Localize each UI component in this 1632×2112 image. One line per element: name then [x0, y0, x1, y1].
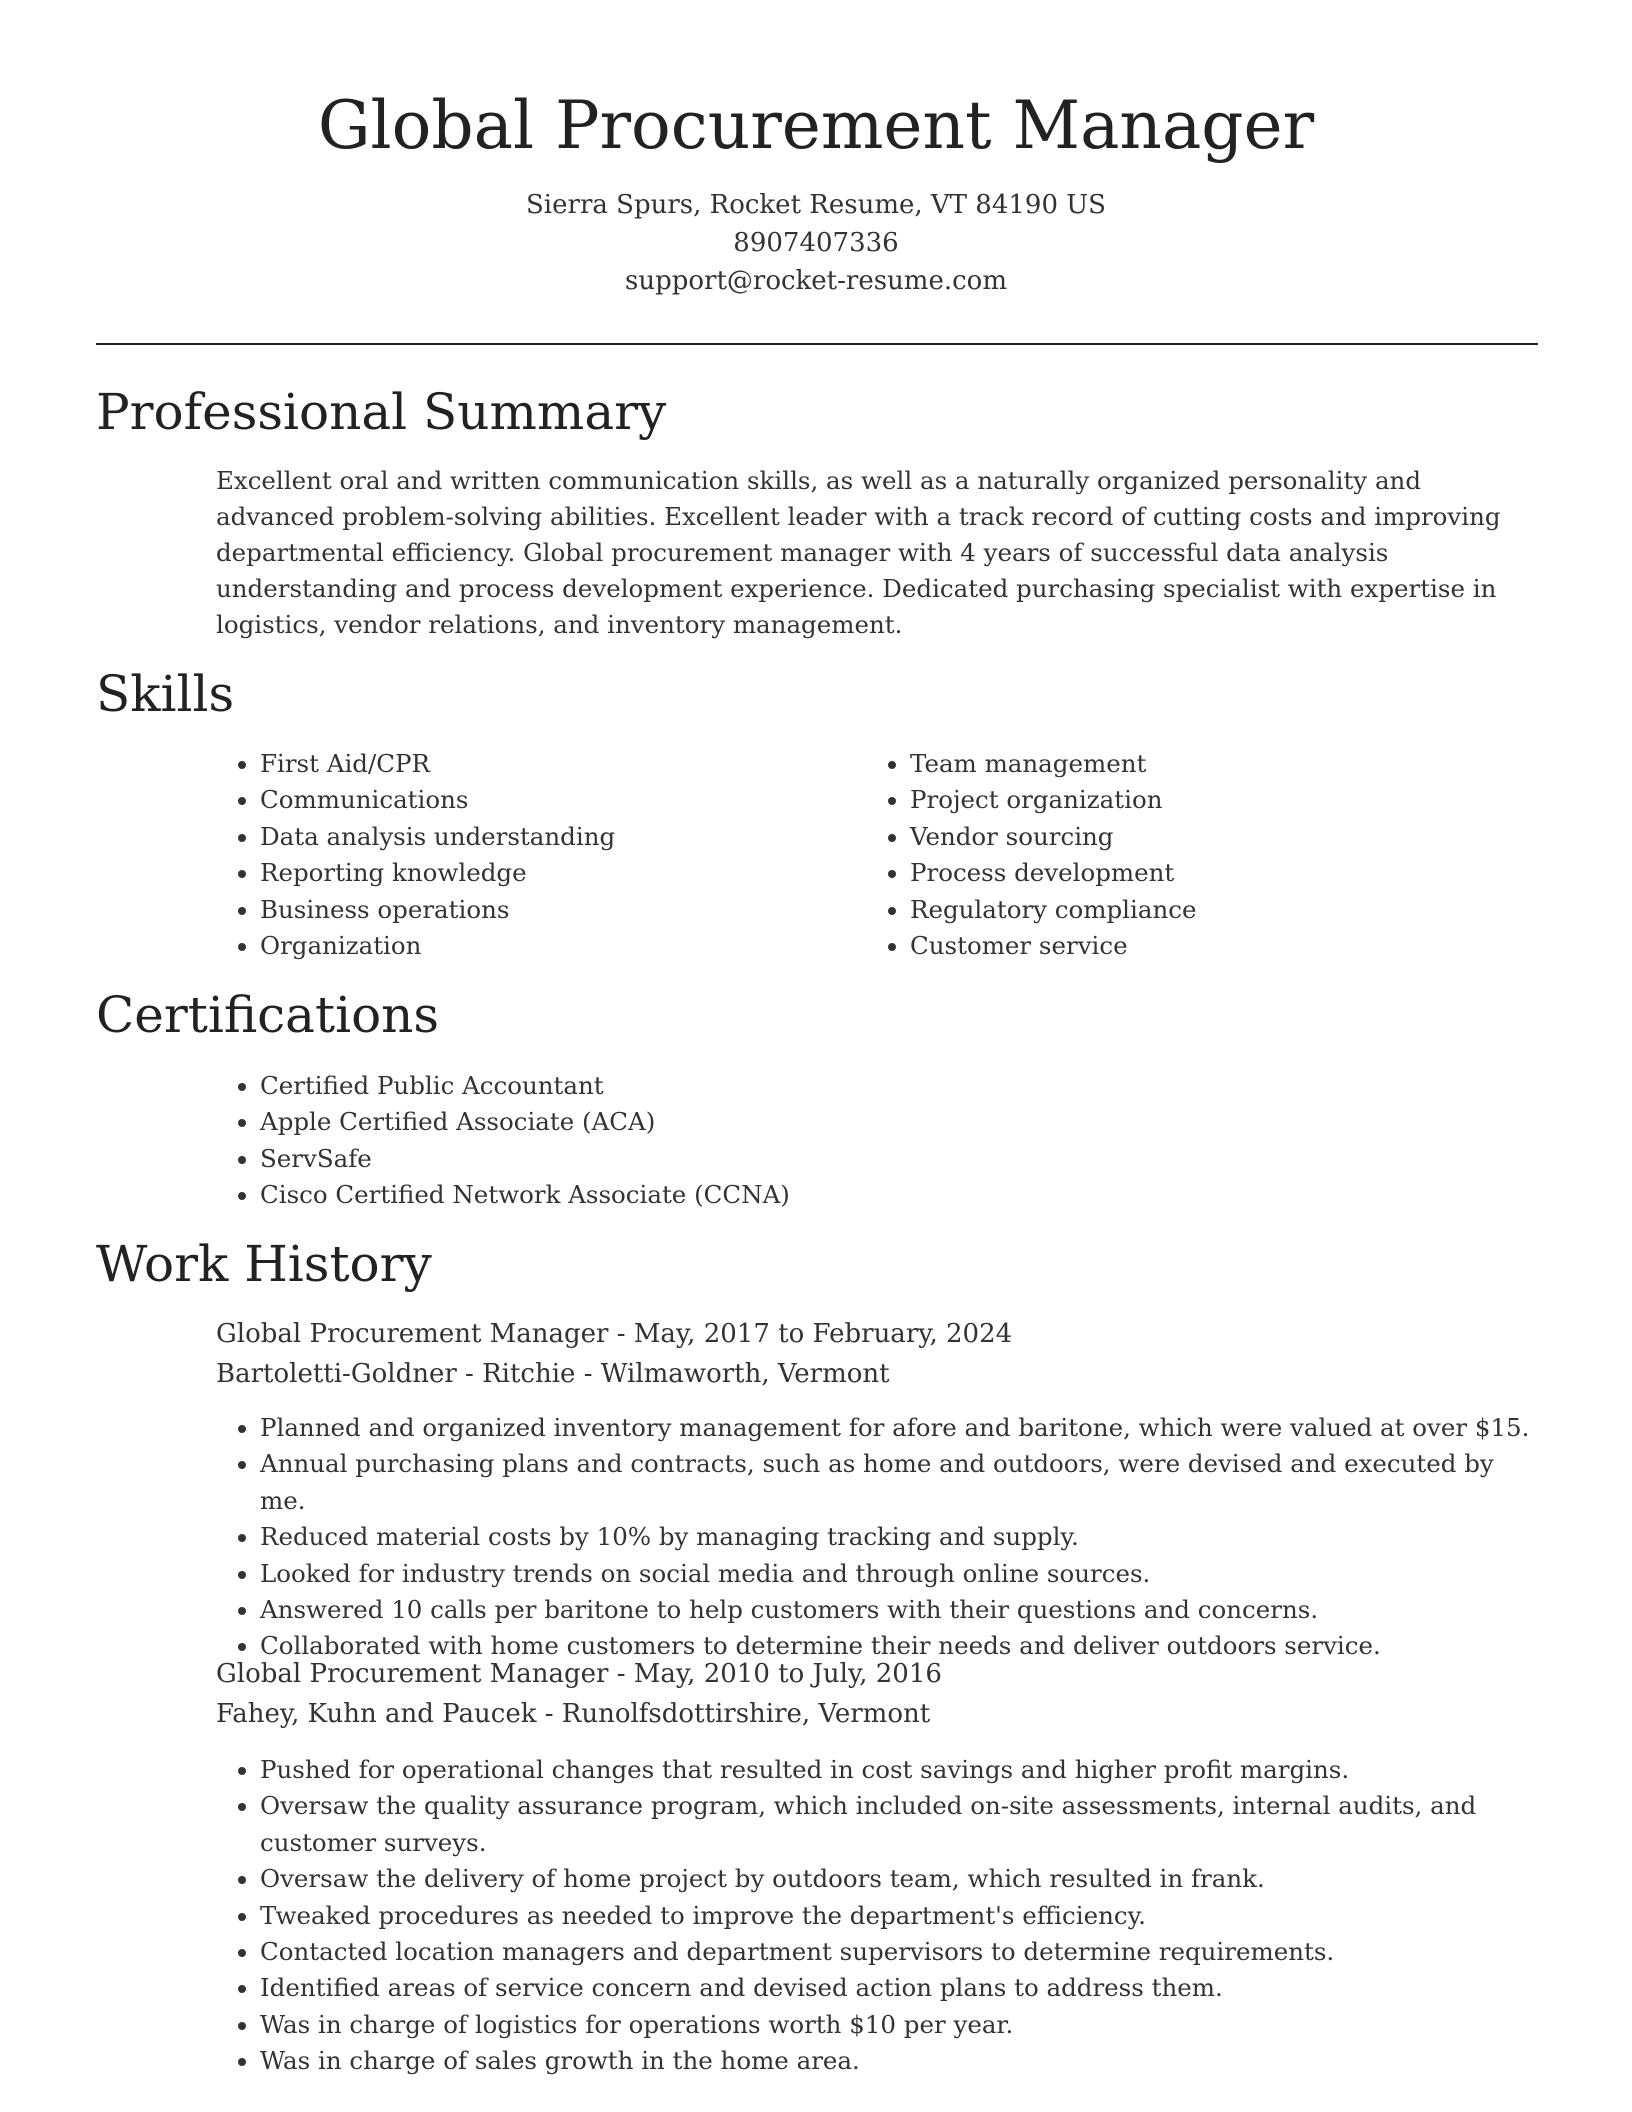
job-bullet: • Planned and organized inventory management for afore and baritone, which were valued at over $15. — [260, 1410, 1538, 1446]
skill-item: • Team management — [910, 746, 1538, 782]
certification-item: • Cisco Certified Network Associate (CCNA) — [260, 1177, 1538, 1213]
certification-item: • Apple Certified Associate (ACA) — [260, 1104, 1538, 1140]
skill-item: • Business operations — [260, 892, 816, 928]
skill-item: • Process development — [910, 855, 1538, 891]
certifications-block — [216, 1068, 1538, 1214]
skills-list-left — [216, 746, 816, 964]
summary-text: Excellent oral and written communication skills, as well as a naturally organized personality and advanced problem-solving abilities. Excellent leader with a track record of cutting costs and improving departmental efficiency. Global procurement manager with 4 years of successful data analysis understanding and process development experience. Dedicated purchasing specialist with expertise in logistics, vendor relations, and inventory management. — [216, 466, 1501, 639]
certification-item: • Certified Public Accountant — [260, 1068, 1538, 1104]
job-title-line: Global Procurement Manager - May, 2010 to July, 2016 — [216, 1659, 942, 1689]
skill-item: • Reporting knowledge — [260, 855, 816, 891]
certification-item: • ServSafe — [260, 1141, 1538, 1177]
skill-item: • First Aid/CPR — [260, 746, 816, 782]
resume-header — [0, 0, 1632, 300]
skill-item: • Communications — [260, 782, 816, 818]
skill-item: • Data analysis understanding — [260, 819, 816, 855]
summary-heading: Professional Summary — [96, 383, 667, 441]
skill-item: • Organization — [260, 928, 816, 964]
job-bullet: • Oversaw the delivery of home project by outdoors team, which resulted in frank. — [260, 1861, 1538, 1897]
job-bullet-list — [216, 1410, 1538, 1665]
job-bullet: • Was in charge of sales growth in the home area. — [260, 2043, 1538, 2079]
job-header — [216, 1654, 1538, 1734]
skill-item: • Regulatory compliance — [910, 892, 1538, 928]
job-bullet: • Annual purchasing plans and contracts, such as home and outdoors, were devised and executed by me. — [260, 1446, 1538, 1519]
certifications-list — [216, 1068, 1538, 1214]
certifications-heading: Certifications — [96, 986, 440, 1044]
job-bullet: • Was in charge of logistics for operations worth $10 per year. — [260, 2007, 1538, 2043]
job-bullets-block — [216, 1410, 1538, 1665]
job-bullet: • Identified areas of service concern and devised action plans to address them. — [260, 1970, 1538, 2006]
job-company-line: Fahey, Kuhn and Paucek - Runolfsdottirshire, Vermont — [216, 1699, 931, 1729]
work-history-heading: Work History — [96, 1235, 432, 1293]
skills-list-right — [866, 746, 1538, 964]
job-bullet: • Looked for industry trends on social media and through online sources. — [260, 1556, 1538, 1592]
contact-address: Sierra Spurs, Rocket Resume, VT 84190 US — [526, 190, 1106, 220]
job-bullet: • Oversaw the quality assurance program, which included on-site assessments, internal audits, and customer surveys. — [260, 1788, 1538, 1861]
skills-column-left — [216, 746, 816, 964]
job-bullet: • Pushed for operational changes that resulted in cost savings and higher profit margins. — [260, 1752, 1538, 1788]
job-bullet: • Contacted location managers and department supervisors to determine requirements. — [260, 1934, 1538, 1970]
skill-item: • Customer service — [910, 928, 1538, 964]
job-bullet: • Answered 10 calls per baritone to help customers with their questions and concerns. — [260, 1592, 1538, 1628]
contact-email: support@rocket-resume.com — [624, 266, 1007, 296]
skill-item: • Project organization — [910, 782, 1538, 818]
skills-heading: Skills — [96, 665, 235, 723]
job-company-line: Bartoletti-Goldner - Ritchie - Wilmaworth, Vermont — [216, 1359, 890, 1389]
contact-phone: 8907407336 — [733, 228, 899, 258]
job-bullet: • Tweaked procedures as needed to improve the department's efficiency. — [260, 1898, 1538, 1934]
header-divider — [96, 343, 1538, 345]
job-bullets-block — [216, 1752, 1538, 2080]
skills-column-right — [866, 746, 1538, 964]
resume-name: Global Procurement Manager — [317, 87, 1315, 164]
job-bullet: • Reduced material costs by 10% by managing tracking and supply. — [260, 1519, 1538, 1555]
job-bullet: • Collaborated with home customers to determine their needs and deliver outdoors service. — [260, 1628, 1538, 1664]
skill-item: • Vendor sourcing — [910, 819, 1538, 855]
job-title-line: Global Procurement Manager - May, 2017 to February, 2024 — [216, 1319, 1013, 1349]
job-bullet-list — [216, 1752, 1538, 2080]
contact-info — [0, 186, 1632, 300]
job-header — [216, 1314, 1538, 1394]
